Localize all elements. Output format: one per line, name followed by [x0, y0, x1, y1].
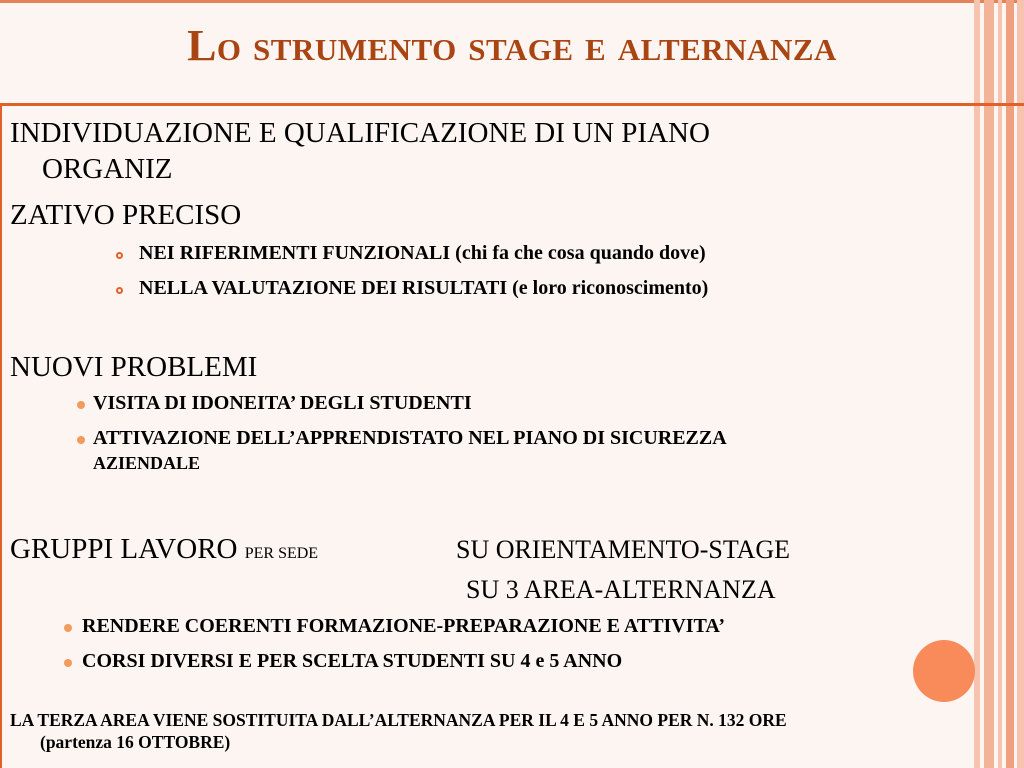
bullet-4: CORSI DIVERSI E PER SCELTA STUDENTI SU 4 e 5 ANNO [82, 650, 623, 672]
decorative-stripe [998, 0, 1002, 768]
dot-bullet-icon [64, 659, 72, 667]
text-line-1a: INDIVIDUAZIONE E QUALIFICAZIONE DI UN PIANO [10, 117, 710, 149]
heading-right-2: SU 3 AREA-ALTERNANZA [466, 575, 776, 604]
title-divider [0, 103, 1024, 106]
heading-gruppi-lavoro [10, 532, 318, 571]
heading-gruppi-lavoro-main: GRUPPI LAVORO [10, 533, 238, 565]
decorative-stripe [984, 0, 994, 768]
heading-right-1: SU ORIENTAMENTO-STAGE [456, 535, 791, 564]
dot-bullet-icon [64, 624, 72, 632]
decorative-circle [913, 640, 975, 702]
bullet-3: RENDERE COERENTI FORMAZIONE-PREPARAZIONE E ATTIVITA’ [82, 615, 726, 637]
ring-bullet-icon [116, 287, 123, 294]
decorative-stripe [1017, 0, 1024, 768]
ring-bullet-icon [116, 252, 123, 259]
bullet-2b: AZIENDALE [93, 453, 201, 473]
text-line-1b: ORGANIZ [42, 153, 173, 185]
sub-bullet-1: NEI RIFERIMENTI FUNZIONALI (chi fa che cosa quando dove) [139, 242, 706, 264]
footer-line-1: LA TERZA AREA VIENE SOSTITUITA DALL’ALTERNANZA PER IL 4 E 5 ANNO PER N. 132 ORE [10, 710, 787, 730]
decorative-stripe [1006, 0, 1014, 768]
bullet-2a: ATTIVAZIONE DELL’APPRENDISTATO NEL PIANO DI SICUREZZA [93, 427, 727, 449]
decorative-stripe [974, 0, 980, 768]
sub-bullet-2: NELLA VALUTAZIONE DEI RISULTATI (e loro riconoscimento) [139, 277, 709, 299]
bullet-1: VISITA DI IDONEITA’ DEGLI STUDENTI [93, 392, 472, 414]
left-border [0, 103, 2, 768]
top-border [0, 0, 1024, 3]
dot-bullet-icon [77, 401, 85, 409]
text-line-2: ZATIVO PRECISO [10, 199, 242, 231]
slide-title: Lo strumento stage e alternanza [187, 21, 837, 70]
heading-per-sede: PER SEDE [244, 545, 319, 562]
footer-line-2: (partenza 16 OTTOBRE) [40, 732, 231, 752]
heading-nuovi-problemi: NUOVI PROBLEMI [10, 351, 258, 383]
dot-bullet-icon [77, 436, 85, 444]
